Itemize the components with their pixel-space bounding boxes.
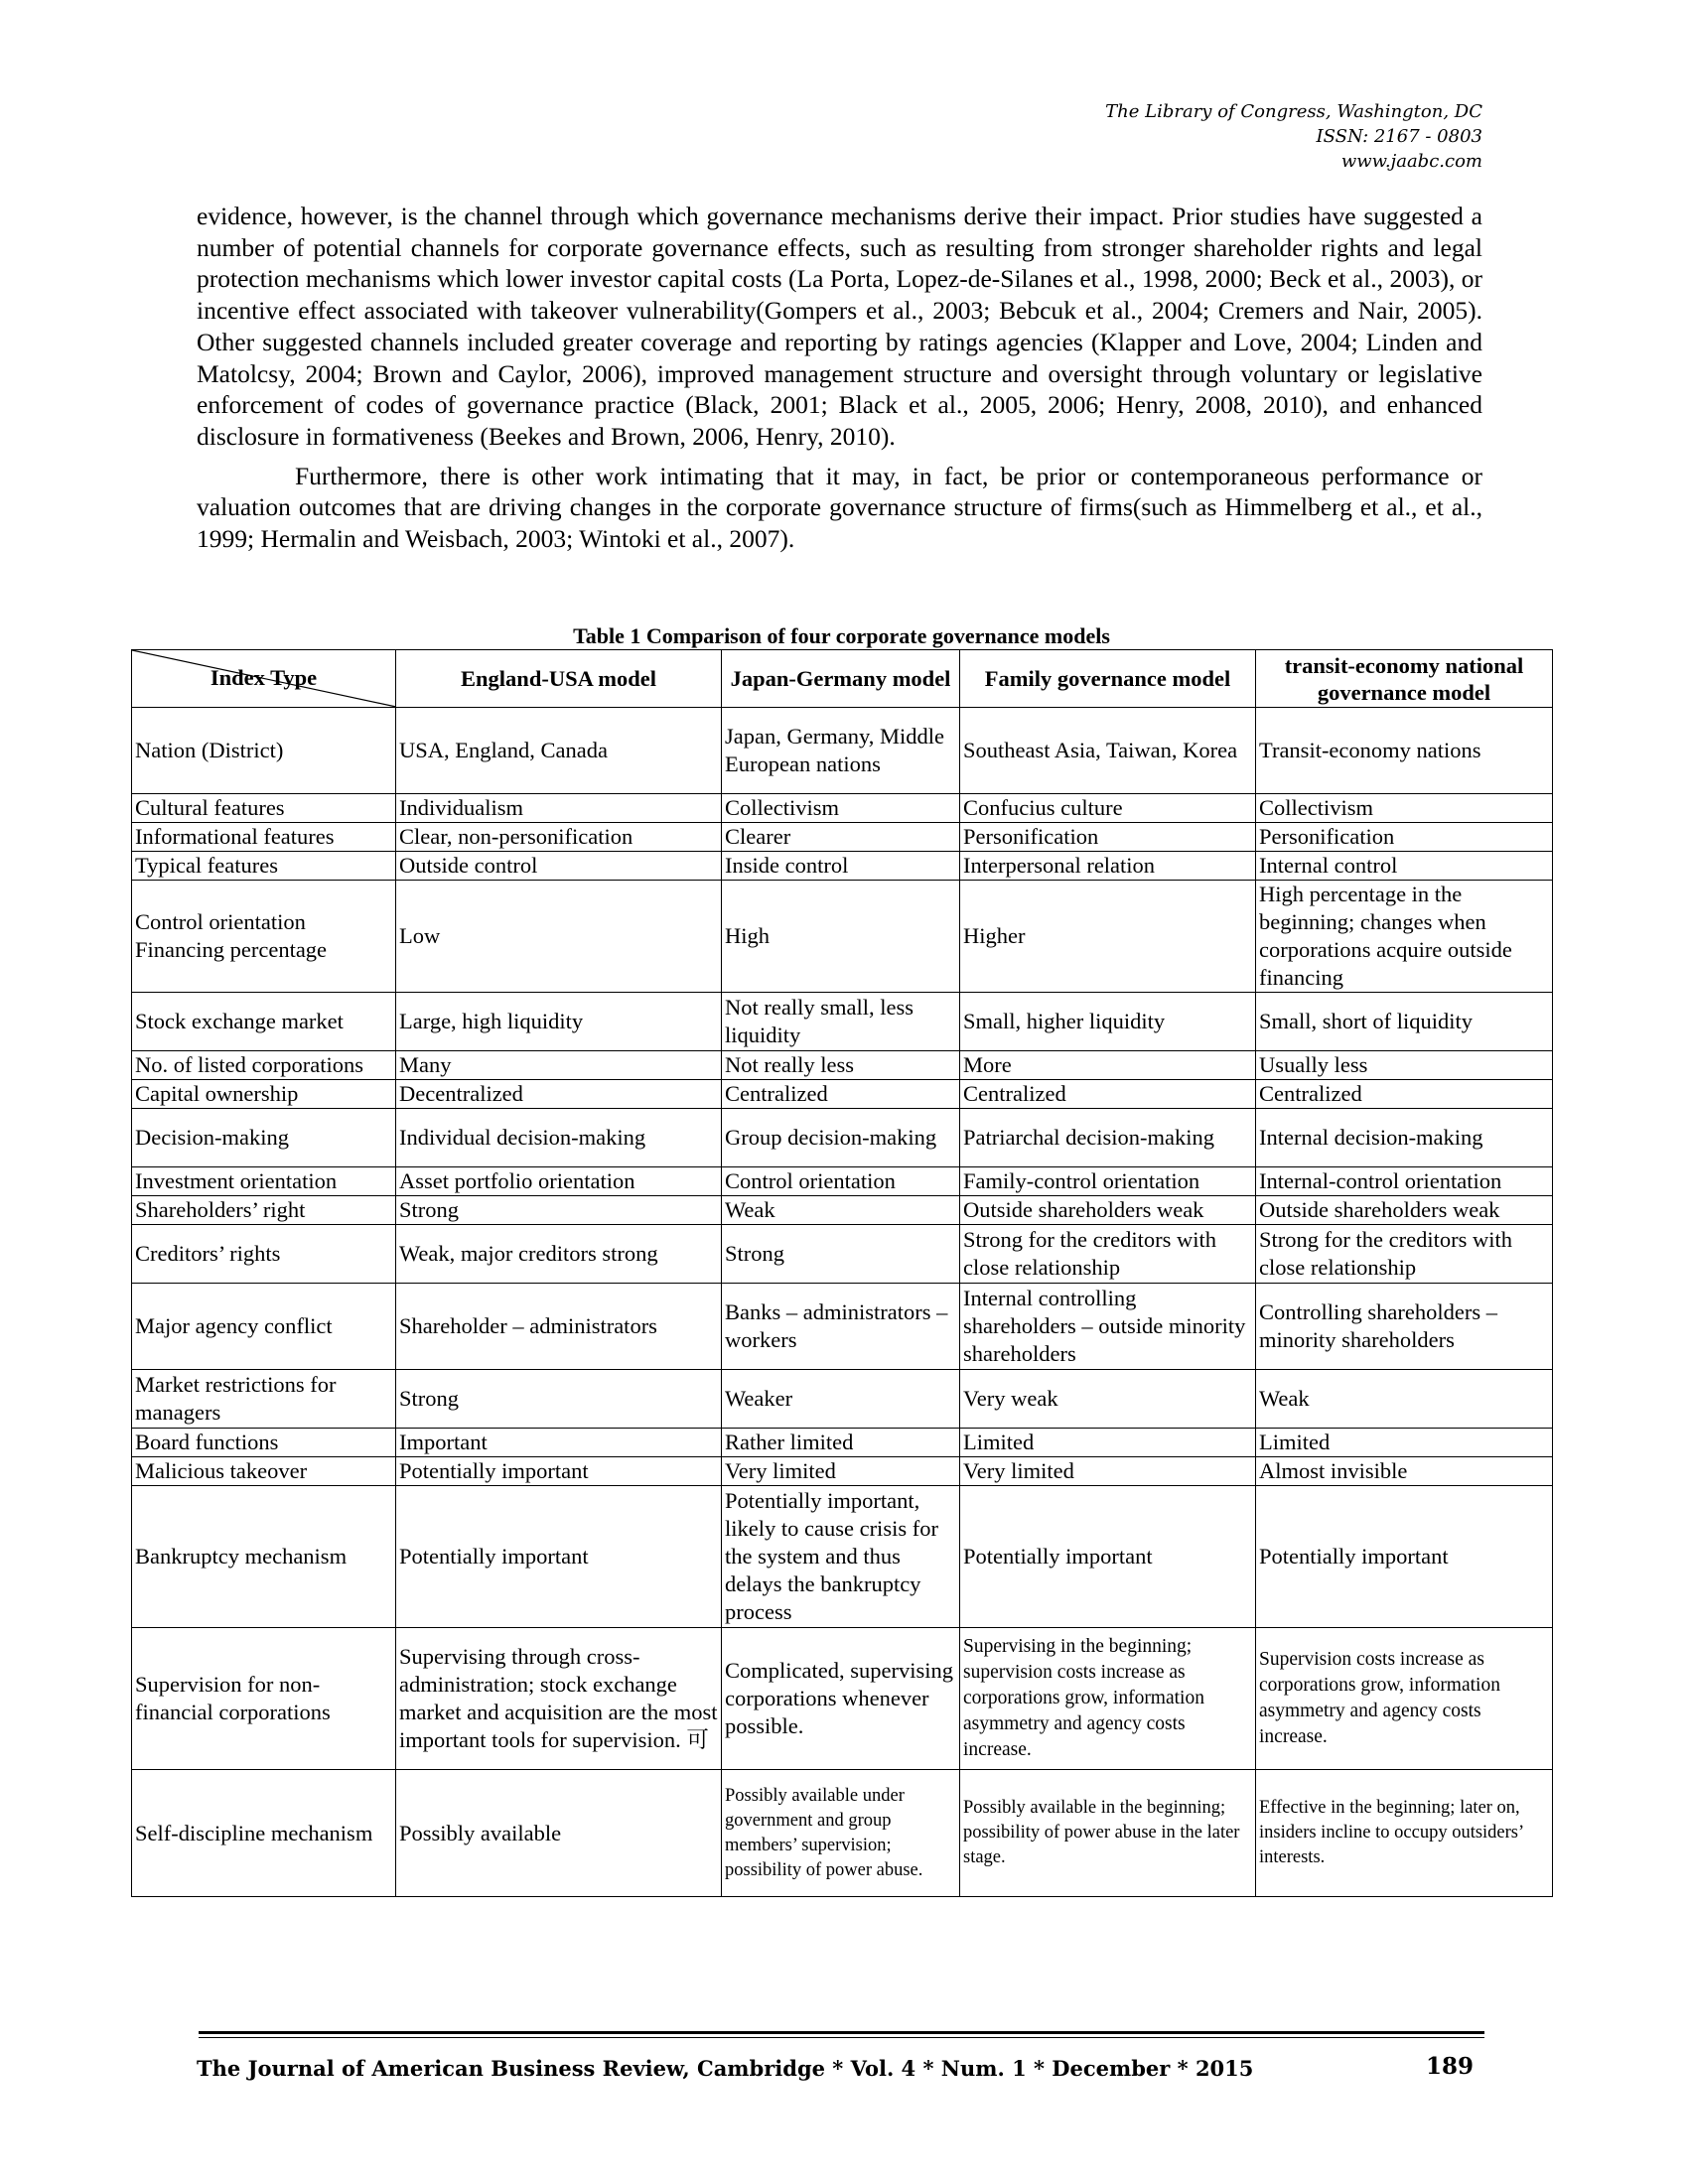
table-cell: High — [722, 881, 960, 993]
header-library: The Library of Congress, Washington, DC — [1105, 101, 1482, 122]
table-row — [132, 1628, 1553, 1770]
footer-rule-thick — [199, 2031, 1484, 2034]
table-cell: Potentially important — [960, 1486, 1256, 1628]
row-index-cell: Stock exchange market — [132, 993, 396, 1051]
table-row — [132, 1457, 1553, 1486]
table-row — [132, 1770, 1553, 1897]
table-cell: Limited — [1256, 1429, 1553, 1457]
table-cell: Controlling shareholders – minority shareholders — [1256, 1284, 1553, 1370]
table-cell: Potentially important — [1256, 1486, 1553, 1628]
body-text — [197, 201, 1482, 555]
table-cell: Outside shareholders weak — [960, 1196, 1256, 1225]
header-website: www.jaabc.com — [1340, 151, 1482, 172]
row-index-cell: Informational features — [132, 823, 396, 852]
table-cell: USA, England, Canada — [396, 708, 722, 794]
table-cell: Effective in the beginning; later on, insiders incline to occupy outsiders’ interests. — [1256, 1770, 1553, 1897]
table-body — [132, 708, 1553, 1897]
page-number: 189 — [1426, 2053, 1475, 2080]
table-cell: Rather limited — [722, 1429, 960, 1457]
row-index-cell: No. of listed corporations — [132, 1051, 396, 1080]
row-index-cell: Decision-making — [132, 1109, 396, 1167]
header-transit-economy: transit-economy national governance model — [1256, 650, 1553, 708]
table-row — [132, 1284, 1553, 1370]
table-cell: Almost invisible — [1256, 1457, 1553, 1486]
row-index-cell: Major agency conflict — [132, 1284, 396, 1370]
table-row — [132, 881, 1553, 993]
row-index-cell: Creditors’ rights — [132, 1225, 396, 1284]
table-row — [132, 1167, 1553, 1196]
row-index-cell: Typical features — [132, 852, 396, 881]
table-cell: Personification — [1256, 823, 1553, 852]
table-cell: Supervision costs increase as corporations grow, information asymmetry and agency costs increase. — [1256, 1628, 1553, 1770]
table-row — [132, 1109, 1553, 1167]
table-cell: Small, higher liquidity — [960, 993, 1256, 1051]
table-cell: Weak — [1256, 1370, 1553, 1429]
row-index-cell: Control orientation Financing percentage — [132, 881, 396, 993]
table-cell: Japan, Germany, Middle European nations — [722, 708, 960, 794]
table-cell: Clear, non-personification — [396, 823, 722, 852]
table-cell: Clearer — [722, 823, 960, 852]
table-row — [132, 852, 1553, 881]
row-index-cell: Shareholders’ right — [132, 1196, 396, 1225]
table-cell: Small, short of liquidity — [1256, 993, 1553, 1051]
table-cell: Strong — [396, 1370, 722, 1429]
table-cell: Possibly available — [396, 1770, 722, 1897]
page-header — [894, 99, 1482, 174]
table-row — [132, 1080, 1553, 1109]
table-row — [132, 1486, 1553, 1628]
row-index-cell: Supervision for non-financial corporations — [132, 1628, 396, 1770]
row-index-cell: Capital ownership — [132, 1080, 396, 1109]
table-cell: Centralized — [1256, 1080, 1553, 1109]
table-cell: Large, high liquidity — [396, 993, 722, 1051]
table-cell: Patriarchal decision-making — [960, 1109, 1256, 1167]
corner-header-cell — [132, 650, 396, 708]
header-japan-germany: Japan-Germany model — [722, 650, 960, 708]
table-cell: Internal decision-making — [1256, 1109, 1553, 1167]
table-cell: Complicated, supervising corporations whenever possible. — [722, 1628, 960, 1770]
table-cell: Possibly available under government and group members’ supervision; possibility of power abuse. — [722, 1770, 960, 1897]
table-cell: Individualism — [396, 794, 722, 823]
table-row — [132, 1225, 1553, 1284]
table-cell: Transit-economy nations — [1256, 708, 1553, 794]
table-cell: Family-control orientation — [960, 1167, 1256, 1196]
table-row — [132, 1429, 1553, 1457]
row-index-cell: Malicious takeover — [132, 1457, 396, 1486]
table-cell: More — [960, 1051, 1256, 1080]
table-cell: Collectivism — [1256, 794, 1553, 823]
table-cell: Potentially important — [396, 1457, 722, 1486]
table-cell: Banks – administrators – workers — [722, 1284, 960, 1370]
table-row — [132, 1051, 1553, 1080]
table-cell: Usually less — [1256, 1051, 1553, 1080]
table-cell: Asset portfolio orientation — [396, 1167, 722, 1196]
footer-rule-thin — [199, 2037, 1484, 2038]
table-cell: Very limited — [960, 1457, 1256, 1486]
table-cell: Many — [396, 1051, 722, 1080]
table-cell: Internal controlling shareholders – outside minority shareholders — [960, 1284, 1256, 1370]
table-cell: Weak — [722, 1196, 960, 1225]
table-cell: Supervising through cross-administration; stock exchange market and acquisition are the most important tools for supervision. 可 — [396, 1628, 722, 1770]
paragraph-2: Furthermore, there is other work intimating that it may, in fact, be prior or contemporaneous performance or valuation outcomes that are driving changes in the corporate governance structure of firms(such as Himmelberg et al., et al., 1999; Hermalin and Weisbach, 2003; Wintoki et al., 2007). — [197, 461, 1482, 554]
table-caption: Table 1 Comparison of four corporate governance models — [573, 623, 1110, 648]
table-row — [132, 823, 1553, 852]
table-cell: Internal control — [1256, 852, 1553, 881]
table-cell: Very limited — [722, 1457, 960, 1486]
table-cell: Not really less — [722, 1051, 960, 1080]
table-cell: Collectivism — [722, 794, 960, 823]
header-england-usa: England-USA model — [396, 650, 722, 708]
table-cell: Weak, major creditors strong — [396, 1225, 722, 1284]
table-row — [132, 993, 1553, 1051]
table-cell: Important — [396, 1429, 722, 1457]
table-cell: Limited — [960, 1429, 1256, 1457]
table-cell: Strong — [396, 1196, 722, 1225]
footer-journal: The Journal of American Business Review, Cambridge * Vol. 4 * Num. 1 * December * 2015 — [197, 2056, 1254, 2081]
table-cell: Decentralized — [396, 1080, 722, 1109]
table-cell: Outside control — [396, 852, 722, 881]
table-cell: Inside control — [722, 852, 960, 881]
table-cell: Group decision-making — [722, 1109, 960, 1167]
table-row — [132, 1370, 1553, 1429]
table-cell: Low — [396, 881, 722, 993]
row-index-cell: Investment orientation — [132, 1167, 396, 1196]
paragraph-1: evidence, however, is the channel through which governance mechanisms derive their impact. Prior studies have suggested a number of potential channels for corporate governance effects, such as resulting from stronger shareholder rights and legal protection mechanisms which lower investor capital costs (La Porta, Lopez-de-Silanes et al., 1998, 2000; Beck et al., 2003), or incentive effect associated with takeover vulnerability(Gompers et al., 2003; Bebcuk et al., 2004; Cremers and Nair, 2005). Other suggested channels included greater coverage and reporting by ratings agencies (Klapper and Love, 2004; Linden and Matolcsy, 2004; Brown and Caylor, 2006), improved management structure and oversight through voluntary or legislative enforcement of codes of governance practice (Black, 2001; Black et al., 2005, 2006; Henry, 2008, 2010), and enhanced disclosure in formativeness (Beekes and Brown, 2006, Henry, 2010). — [197, 202, 1482, 451]
table-cell: Strong — [722, 1225, 960, 1284]
table-cell: Shareholder – administrators — [396, 1284, 722, 1370]
table-cell: High percentage in the beginning; changes when corporations acquire outside financing — [1256, 881, 1553, 993]
table-cell: Strong for the creditors with close relationship — [960, 1225, 1256, 1284]
table-cell: Very weak — [960, 1370, 1256, 1429]
table-cell: Not really small, less liquidity — [722, 993, 960, 1051]
row-index-cell: Market restrictions for managers — [132, 1370, 396, 1429]
table-cell: Centralized — [960, 1080, 1256, 1109]
table-cell: Control orientation — [722, 1167, 960, 1196]
table-cell: Individual decision-making — [396, 1109, 722, 1167]
row-index-cell: Nation (District) — [132, 708, 396, 794]
table-cell: Strong for the creditors with close relationship — [1256, 1225, 1553, 1284]
table-cell: Weaker — [722, 1370, 960, 1429]
table-cell: Supervising in the beginning; supervision costs increase as corporations grow, information asymmetry and agency costs increase. — [960, 1628, 1256, 1770]
table-cell: Potentially important, likely to cause crisis for the system and thus delays the bankruptcy process — [722, 1486, 960, 1628]
table-row — [132, 1196, 1553, 1225]
row-index-cell: Board functions — [132, 1429, 396, 1457]
table-cell: Confucius culture — [960, 794, 1256, 823]
row-index-cell: Bankruptcy mechanism — [132, 1486, 396, 1628]
table-cell: Internal-control orientation — [1256, 1167, 1553, 1196]
governance-models-table — [131, 649, 1553, 1897]
table-cell: Southeast Asia, Taiwan, Korea — [960, 708, 1256, 794]
table-cell: Outside shareholders weak — [1256, 1196, 1553, 1225]
table-cell: Possibly available in the beginning; possibility of power abuse in the later stage. — [960, 1770, 1256, 1897]
table-cell: Potentially important — [396, 1486, 722, 1628]
table-cell: Centralized — [722, 1080, 960, 1109]
corner-header-label: Index Type — [210, 665, 318, 690]
header-family: Family governance model — [960, 650, 1256, 708]
table-header-row — [132, 650, 1553, 708]
row-index-cell: Self-discipline mechanism — [132, 1770, 396, 1897]
row-index-cell: Cultural features — [132, 794, 396, 823]
table-row — [132, 794, 1553, 823]
table-cell: Interpersonal relation — [960, 852, 1256, 881]
table-cell: Personification — [960, 823, 1256, 852]
header-issn: ISSN: 2167 - 0803 — [1316, 126, 1482, 147]
table-row — [132, 708, 1553, 794]
table-cell: Higher — [960, 881, 1256, 993]
